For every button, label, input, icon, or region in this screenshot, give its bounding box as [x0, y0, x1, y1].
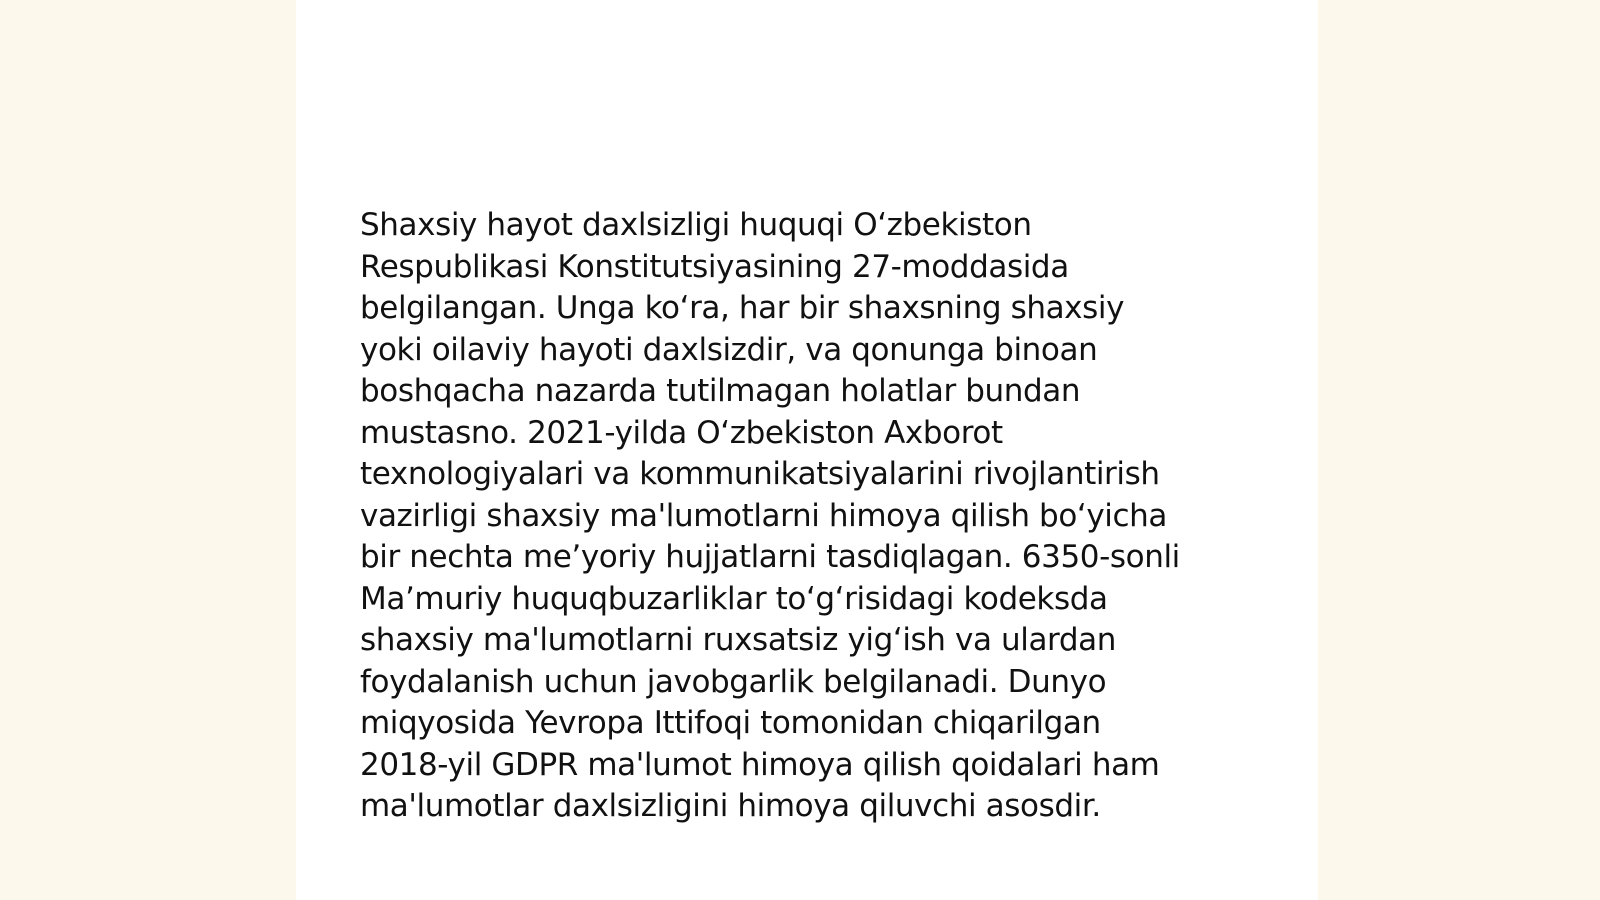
paragraph-line: miqyosida Yevropa Ittifoqi tomonidan chiqarilgan	[360, 705, 1101, 741]
paragraph-line: bir nechta me’yoriy hujjatlarni tasdiqlagan. 6350-sonli	[360, 539, 1180, 575]
paragraph-line: texnologiyalari va kommunikatsiyalarini rivojlantirish	[360, 456, 1160, 492]
paragraph-line: belgilangan. Unga ko‘ra, har bir shaxsning shaxsiy	[360, 290, 1125, 326]
paragraph-line: boshqacha nazarda tutilmagan holatlar bundan	[360, 373, 1081, 409]
paragraph-line: yoki oilaviy hayoti daxlsizdir, va qonunga binoan	[360, 331, 1098, 368]
paragraph-line: Shaxsiy hayot daxlsizligi huquqi O‘zbekiston	[360, 207, 1032, 243]
paragraph-line: ma'lumotlar daxlsizligini himoya qiluvchi asosdir.	[360, 788, 1101, 824]
paragraph-line: vazirligi shaxsiy ma'lumotlarni himoya qilish bo‘yicha	[360, 497, 1167, 534]
paragraph-line: 2018-yil GDPR ma'lumot himoya qilish qoidalari ham	[360, 746, 1160, 783]
paragraph-line: foydalanish uchun javobgarlik belgilanadi. Dunyo	[360, 663, 1107, 700]
document-page	[296, 0, 1318, 900]
body-paragraph	[360, 205, 1240, 828]
paragraph-line: mustasno. 2021-yilda O‘zbekiston Axborot	[360, 414, 1003, 451]
paragraph-line: shaxsiy ma'lumotlarni ruxsatsiz yig‘ish va ulardan	[360, 622, 1116, 658]
paragraph-line: Ma’muriy huquqbuzarliklar to‘g‘risidagi kodeksda	[360, 580, 1108, 617]
paragraph-line: Respublikasi Konstitutsiyasining 27-moddasida	[360, 248, 1069, 285]
